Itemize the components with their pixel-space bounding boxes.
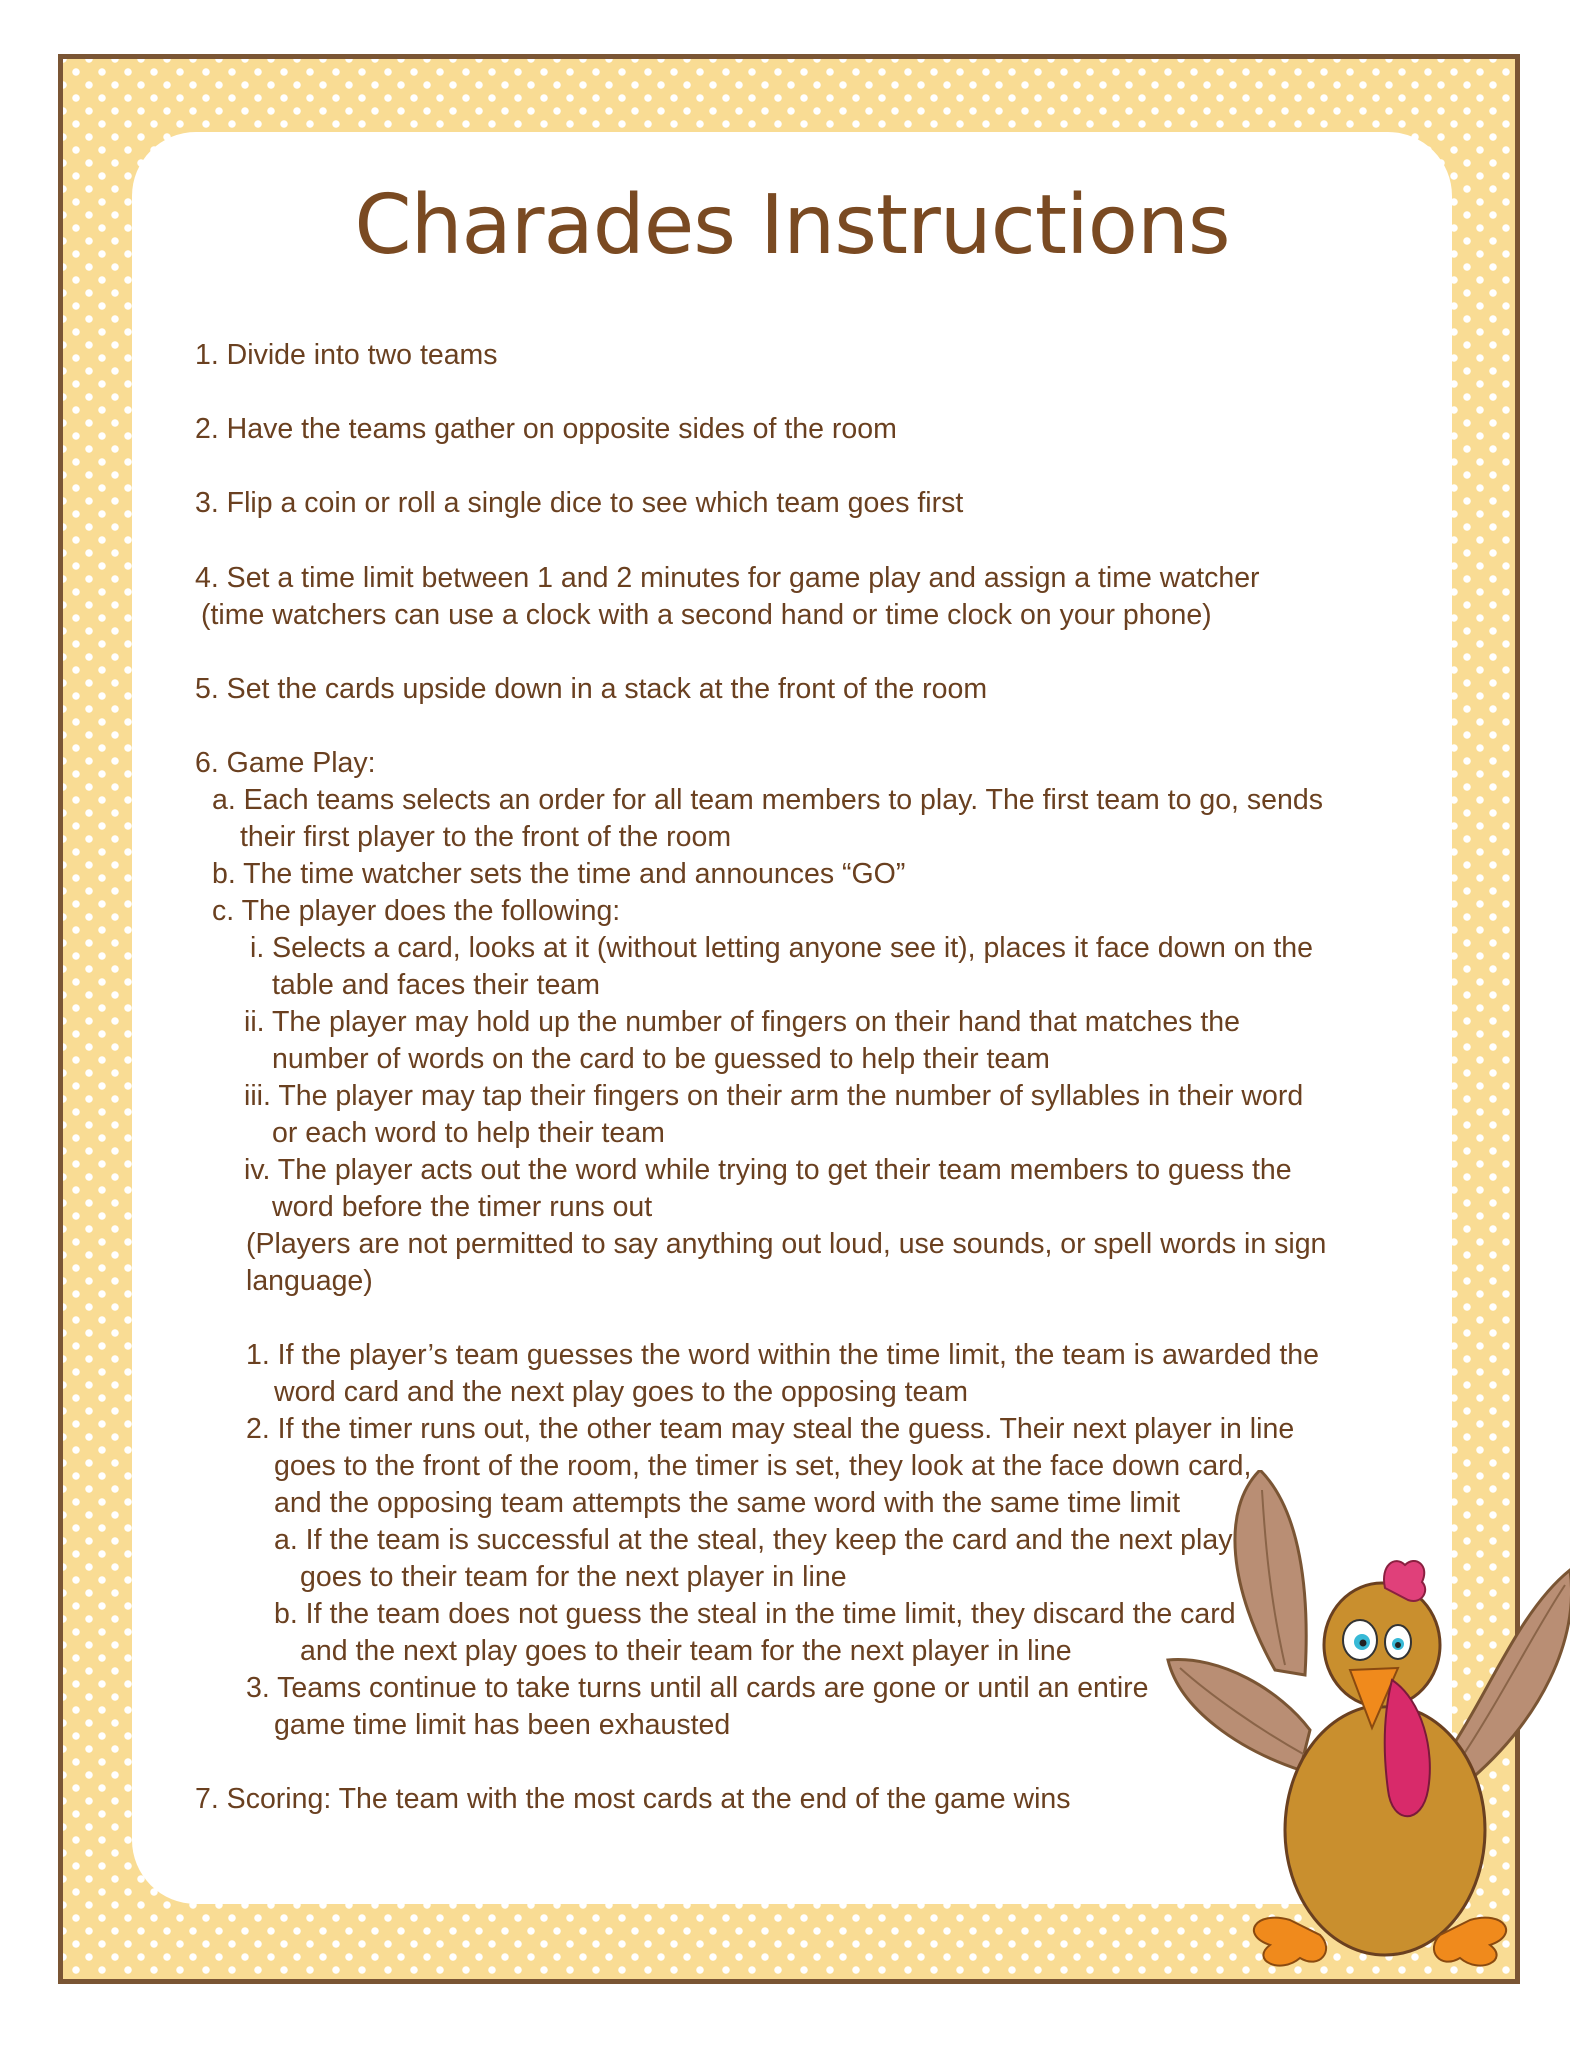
step-6c-i-cont: table and faces their team — [272, 969, 600, 1001]
outcome-2b-cont: and the next play goes to their team for the next player in line — [300, 1635, 1072, 1667]
step-6c-iv-cont: word before the timer runs out — [272, 1191, 653, 1223]
step-6c: c. The player does the following: — [212, 895, 621, 927]
step-6a: a. Each teams selects an order for all team members to play. The first team to go, sends — [212, 784, 1323, 816]
step-6c-ii-cont: number of words on the card to be guessed to help their team — [272, 1043, 1050, 1075]
outcome-3: 3. Teams continue to take turns until all cards are gone or until an entire — [246, 1672, 1149, 1704]
step-1: 1. Divide into two teams — [195, 339, 498, 371]
step-6c-iii: iii. The player may tap their fingers on their arm the number of syllables in their word — [244, 1080, 1304, 1112]
step-4-note: (time watchers can use a clock with a second hand or time clock on your phone) — [201, 599, 1212, 631]
outcome-1: 1. If the player’s team guesses the word within the time limit, the team is awarded the — [246, 1339, 1319, 1371]
outcome-2a: a. If the team is successful at the steal, they keep the card and the next play — [274, 1524, 1233, 1556]
outcome-2: 2. If the timer runs out, the other team may steal the guess. Their next player in line — [246, 1413, 1295, 1445]
outcome-2-cont-1: goes to the front of the room, the timer is set, they look at the face down card, — [274, 1450, 1252, 1482]
turkey-illustration — [1160, 1470, 1570, 1990]
outcome-2-cont-2: and the opposing team attempts the same word with the same time limit — [274, 1487, 1181, 1519]
outcome-3-cont: game time limit has been exhausted — [274, 1709, 731, 1741]
outcome-1-cont: word card and the next play goes to the opposing team — [274, 1376, 968, 1408]
step-6b: b. The time watcher sets the time and announces “GO” — [212, 858, 906, 890]
outcome-2b: b. If the team does not guess the steal in the time limit, they discard the card — [274, 1598, 1236, 1630]
step-6c-iv: iv. The player acts out the word while trying to get their team members to guess the — [244, 1154, 1292, 1186]
step-6c-i: i. Selects a card, looks at it (without letting anyone see it), places it face down on the — [250, 932, 1313, 964]
step-7: 7. Scoring: The team with the most cards at the end of the game wins — [195, 1783, 1071, 1815]
outcome-2a-cont: goes to their team for the next player in line — [300, 1561, 847, 1593]
step-6a-cont: their first player to the front of the room — [240, 821, 732, 853]
step-3: 3. Flip a coin or roll a single dice to see which team goes first — [195, 487, 964, 519]
step-5: 5. Set the cards upside down in a stack at the front of the room — [195, 673, 988, 705]
step-4: 4. Set a time limit between 1 and 2 minutes for game play and assign a time watcher — [195, 562, 1260, 594]
step-6: 6. Game Play: — [195, 747, 376, 779]
players-note: (Players are not permitted to say anything out loud, use sounds, or spell words in sign — [246, 1228, 1327, 1260]
page-title: Charades Instructions — [354, 178, 1230, 273]
step-6c-ii: ii. The player may hold up the number of fingers on their hand that matches the — [244, 1006, 1240, 1038]
players-note-cont: language) — [246, 1265, 373, 1297]
step-2: 2. Have the teams gather on opposite sides of the room — [195, 413, 897, 445]
step-6c-iii-cont: or each word to help their team — [272, 1117, 665, 1149]
